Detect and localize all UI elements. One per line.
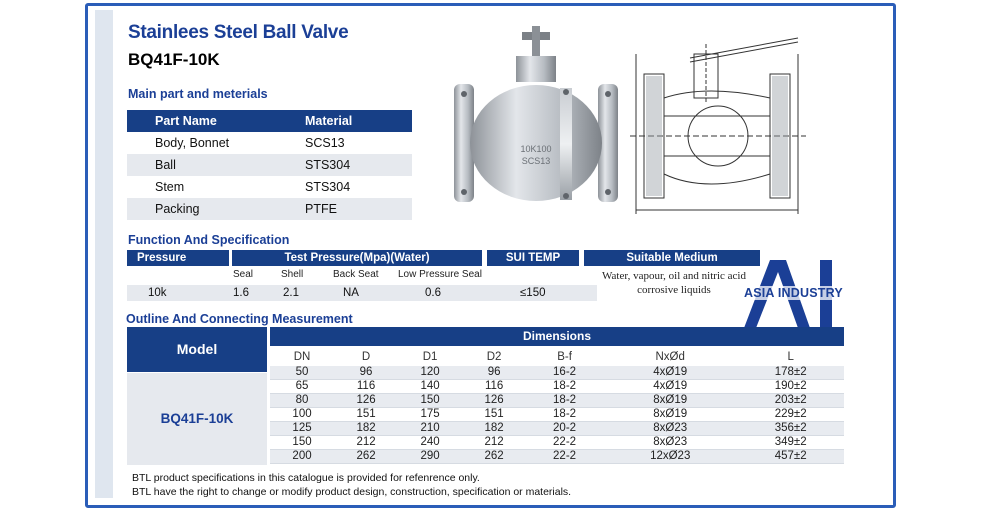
dimensions-header: Dimensions (270, 327, 844, 346)
model-value: BQ41F-10K (127, 373, 267, 465)
valve-marking-2: SCS13 (521, 156, 551, 166)
dims-cell: 240 (398, 436, 462, 450)
dims-cell: 151 (334, 408, 398, 422)
dims-header-row (270, 347, 844, 366)
dims-cell: 150 (398, 394, 462, 408)
medium-text (586, 269, 762, 297)
table-row (270, 394, 844, 408)
dims-cell: 18-2 (526, 394, 603, 408)
dims-cell: 96 (334, 366, 398, 380)
table-row (270, 422, 844, 436)
valve-body (470, 85, 602, 201)
dims-cell: 126 (334, 394, 398, 408)
dims-cell: 151 (462, 408, 526, 422)
dims-cell: 20-2 (526, 422, 603, 436)
medium-line-2: corrosive liquids (637, 284, 711, 296)
dims-cell: 12xØ23 (603, 450, 737, 464)
table-row (270, 380, 844, 394)
parts-table (127, 110, 412, 220)
table-row (127, 176, 412, 198)
outline-heading: Outline And Connecting Measurement (126, 312, 353, 326)
dims-cell: 8xØ23 (603, 436, 737, 450)
dims-cell: 8xØ23 (603, 422, 737, 436)
dims-cell: 356±2 (737, 422, 844, 436)
table-row (127, 132, 412, 154)
sub-seal: Seal (233, 269, 254, 280)
dims-cell: 126 (462, 394, 526, 408)
product-title: Stainlees Steel Ball Valve (128, 22, 349, 43)
part-name: Ball (127, 154, 305, 176)
function-heading: Function And Specification (128, 233, 290, 247)
dims-cell: 22-2 (526, 450, 603, 464)
dims-cell: 8xØ19 (603, 408, 737, 422)
shell-value: 2.1 (283, 287, 299, 299)
col-d: D (361, 350, 371, 363)
note-1: BTL product specifications in this catalogue is provided for refenrence only. (132, 472, 480, 484)
dims-cell: 290 (398, 450, 462, 464)
model-header: Model (127, 327, 267, 372)
temp-value: ≤150 (520, 287, 546, 299)
part-material: STS304 (305, 180, 351, 194)
medium-line-1: Water, vapour, oil and nitric acid (602, 270, 746, 282)
col-nxd: NxØd (655, 350, 685, 363)
table-row (270, 436, 844, 450)
dims-cell: 80 (270, 394, 334, 408)
pressure-value: 10k (148, 287, 167, 299)
back-seat-value: NA (343, 287, 359, 299)
valve-photo (448, 22, 628, 217)
col-l: L (787, 350, 794, 363)
dims-cell: 190±2 (737, 380, 844, 394)
dims-cell: 4xØ19 (603, 380, 737, 394)
dims-cell: 210 (398, 422, 462, 436)
dims-cell: 140 (398, 380, 462, 394)
dims-cell: 116 (462, 380, 526, 394)
dimensions-table (270, 347, 844, 464)
dims-cell: 457±2 (737, 450, 844, 464)
dims-cell: 96 (462, 366, 526, 380)
dims-cell: 50 (270, 366, 334, 380)
dims-cell: 150 (270, 436, 334, 450)
dims-cell: 175 (398, 408, 462, 422)
cross-section-drawing (630, 24, 808, 224)
product-model: BQ41F-10K (128, 50, 220, 69)
dims-cell: 22-2 (526, 436, 603, 450)
sub-low-pressure-seal: Low Pressure Seal (398, 269, 482, 280)
logo-text: ASIA INDUSTRY (744, 286, 843, 300)
part-material: SCS13 (305, 136, 345, 150)
test-pressure-header: Test Pressure(Mpa)(Water) (232, 250, 482, 266)
parts-heading: Main part and meterials (128, 87, 268, 101)
dims-cell: 200 (270, 450, 334, 464)
dims-cell: 182 (462, 422, 526, 436)
col-bf: B-f (557, 350, 572, 363)
dims-cell: 203±2 (737, 394, 844, 408)
note-2: BTL have the right to change or modify product design, construction, specification or materials. (132, 486, 572, 498)
sui-temp-header: SUI TEMP (487, 250, 579, 266)
part-name: Stem (155, 180, 185, 194)
dims-cell: 65 (270, 380, 334, 394)
dims-cell: 100 (270, 408, 334, 422)
table-row (270, 366, 844, 380)
parts-col-material: Material (305, 110, 412, 132)
dims-cell: 16-2 (526, 366, 603, 380)
dims-cell: 229±2 (737, 408, 844, 422)
col-d2: D2 (486, 350, 502, 363)
dims-cell: 8xØ19 (603, 394, 737, 408)
parts-header-row (127, 110, 412, 132)
body-joint (560, 88, 572, 200)
dims-cell: 212 (334, 436, 398, 450)
part-material: PTFE (305, 198, 412, 220)
col-dn: DN (293, 350, 311, 363)
sub-shell: Shell (281, 269, 304, 280)
table-row (270, 408, 844, 422)
parts-col-name: Part Name (127, 110, 305, 132)
dims-cell: 18-2 (526, 408, 603, 422)
dims-cell: 4xØ19 (603, 366, 737, 380)
table-row (127, 198, 412, 220)
dims-cell: 125 (270, 422, 334, 436)
seal-value: 1.6 (233, 287, 249, 299)
dims-cell: 349±2 (737, 436, 844, 450)
pressure-header: Pressure (127, 250, 229, 266)
bonnet (516, 56, 556, 82)
side-stripe (95, 10, 113, 498)
part-name: Body, Bonnet (155, 136, 230, 150)
dims-cell: 18-2 (526, 380, 603, 394)
dims-cell: 178±2 (737, 366, 844, 380)
dims-cell: 120 (398, 366, 462, 380)
dims-cell: 212 (462, 436, 526, 450)
dims-cell: 262 (334, 450, 398, 464)
table-row (270, 450, 844, 464)
part-name: Packing (127, 198, 305, 220)
dims-cell: 182 (334, 422, 398, 436)
dims-cell: 262 (462, 450, 526, 464)
valve-marking-1: 10K100 (520, 144, 552, 154)
col-d1: D1 (422, 350, 438, 363)
low-pressure-seal-value: 0.6 (425, 287, 441, 299)
part-material: STS304 (305, 154, 412, 176)
dims-body (270, 366, 844, 464)
medium-header: Suitable Medium (584, 250, 760, 266)
sub-back-seat: Back Seat (333, 269, 379, 280)
table-row (127, 154, 412, 176)
dims-cell: 116 (334, 380, 398, 394)
